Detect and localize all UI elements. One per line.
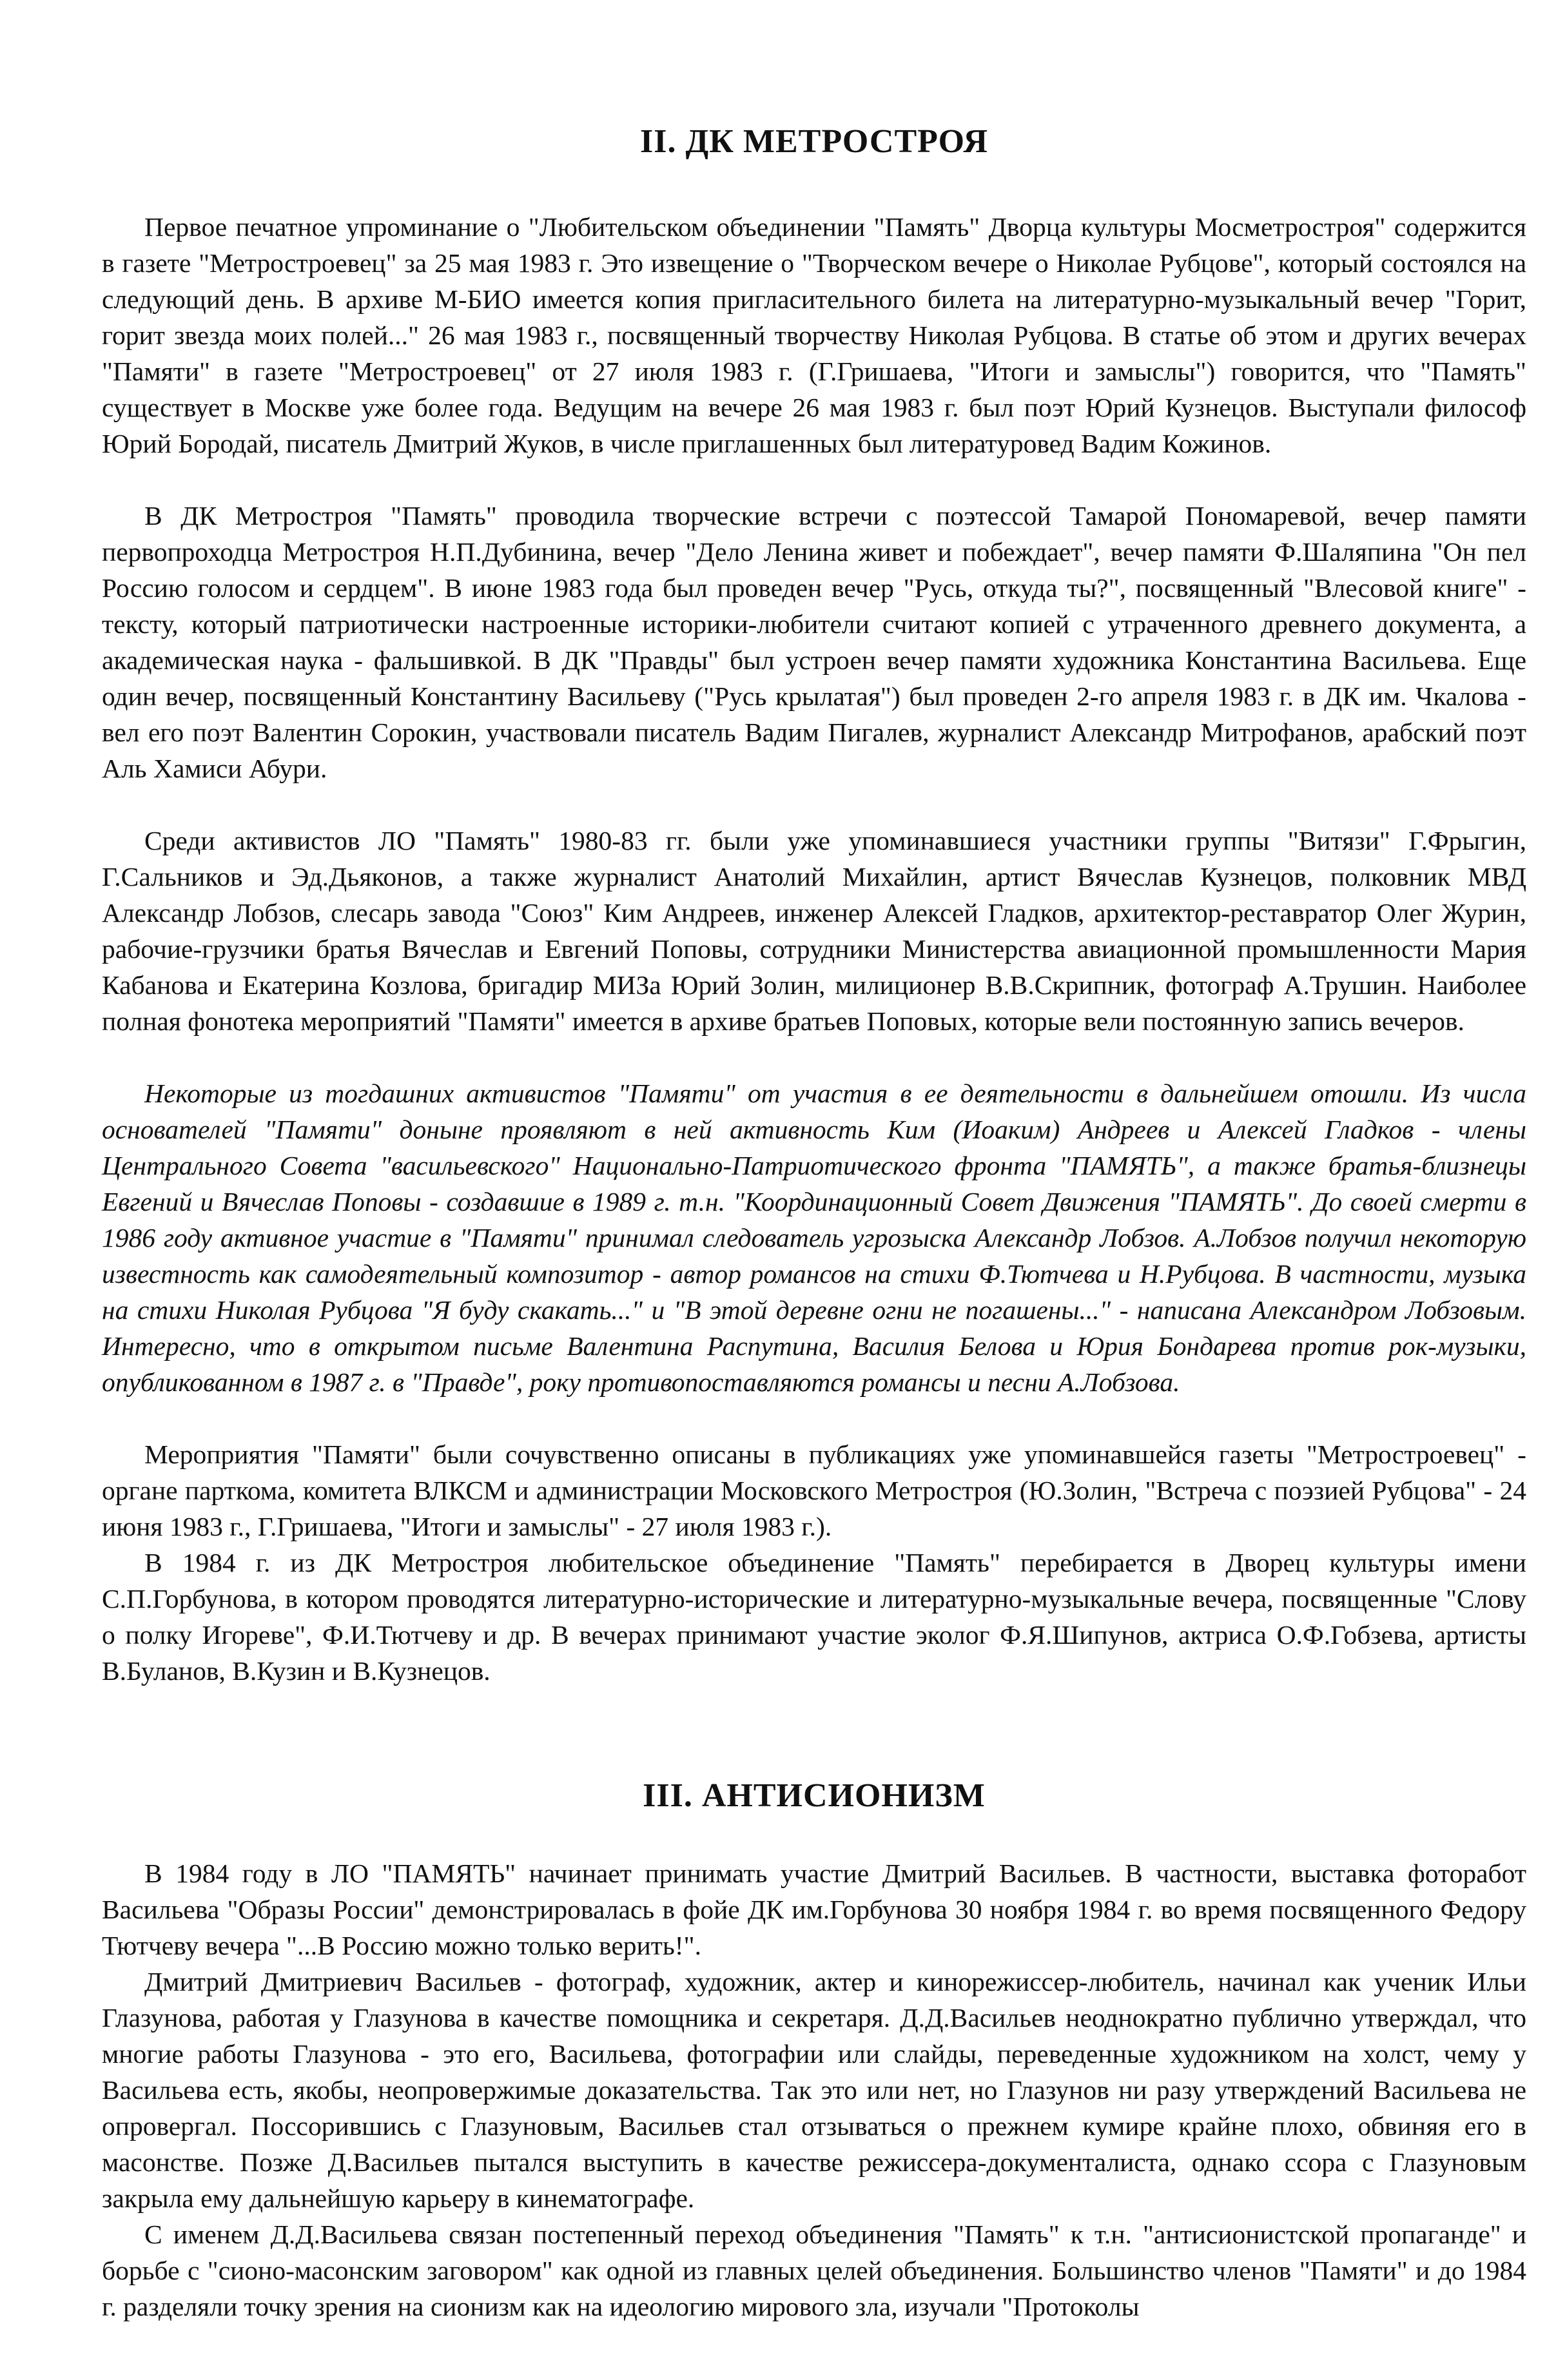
paragraph-antizionist-shift: С именем Д.Д.Васильева связан постепенный переход объединения "Память" к т.н. "антисионистской пропаганде" и борьбе с "сионо-масонским заговором" как одной из главных целей объединения. Большинство членов "Памяти" и до 1984 г. разделяли точку зрения на сионизм как на идеологию мирового зла, изучали "Протоколы [102, 2219, 1526, 2321]
document-page [102, 122, 1526, 2325]
section-heading-antizionism: III. АНТИСИОНИЗМ [643, 1777, 986, 1814]
paragraph-vasiliev-bio: Дмитрий Дмитриевич Васильев - фотограф, художник, актер и кинорежиссер-любитель, начинал как ученик Ильи Глазунова, работая у Глазунова в качестве помощника и секретаря. Д.Д.Васильев неоднократно публично утверждал, что многие работы Глазунова - это его, Васильева, фотографии или слайды, переведенные художником на холст, чему у Васильева есть, якобы, неопровержимые доказательства. Так это или нет, но Глазунов ни разу утверждений Васильева не опровергал. Поссорившись с Глазуновым, Васильев стал отзываться о прежнем кумире крайне плохо, обвиняя его в масонстве. Позже Д.Васильев пытался выступить в качестве режиссера-документалиста, однако ссора с Глазуновым закрыла ему дальнейшую карьеру в кинематографе. [102, 1966, 1526, 2213]
paragraph-activists: Среди активистов ЛО "Память" 1980-83 гг. были уже упоминавшиеся участники группы "Витязи" Г.Фрыгин, Г.Сальников и Эд.Дьяконов, а также журналист Анатолий Михайлин, артист Вячеслав Кузнецов, полковник МВД Александр Лобзов, слесарь завода "Союз" Ким Андреев, инженер Алексей Гладков, архитектор-реставратор Олег Журин, рабочие-грузчики братья Вячеслав и Евгений Поповы, сотрудники Министерства авиационной промышленности Мария Кабанова и Екатерина Козлова, бригадир МИЗа Юрий Золин, милиционер В.В.Скрипник, фотограф А.Трушин. Наиболее полная фонотека мероприятий "Памяти" имеется в архиве братьев Поповых, которые вели постоянную запись вечеров. [102, 825, 1526, 1036]
paragraph-former-activists: Некоторые из тогдашних активистов "Памяти" от участия в ее деятельности в дальнейшем отошли. Из числа основателей "Памяти" доныне проявляют в ней активность Ким (Иоаким) Андреев и Алексей Гладков - члены Центрального Совета "васильевского" Национально-Патриотического фронта "ПАМЯТЬ", а также братья-близнецы Евгений и Вячеслав Поповы - создавшие в 1989 г. т.н. "Координационный Совет Движения "ПАМЯТЬ". До своей смерти в 1986 году активное участие в "Памяти" принимал следователь угрозыска Александр Лобзов. А.Лобзов получил некоторую известность как самодеятельный композитор - автор романсов на стихи Ф.Тютчева и Н.Рубцова. В частности, музыка на стихи Николая Рубцова "Я буду скакать..." и "В этой деревне огни не погашены..." - написана Александром Лобзовым. Интересно, что в открытом письме Валентина Распутина, Василия Белова и Юрия Бондарева против рок-музыки, опубликованном в 1987 г. в "Правде", року противопоставляются романсы и песни А.Лобзова. [102, 1078, 1526, 1397]
paragraph-move-to-gorbunov: В 1984 г. из ДК Метростроя любительское объединение "Память" перебирается в Дворец культуры имени С.П.Горбунова, в котором проводятся литературно-исторические и литературно-музыкальные вечера, посвященные "Слову о полку Игореве", Ф.И.Тютчеву и др. В вечерах принимают участие эколог Ф.Я.Шипунов, актриса О.Ф.Гобзева, артисты В.Буланов, В.Кузин и В.Кузнецов. [102, 1547, 1526, 1686]
paragraph-first-mention: Первое печатное упроминание о "Любительском объединении "Память" Дворца культуры Мосметростроя" содержится в газете "Метростроевец" за 25 мая 1983 г. Это извещение о "Творческом вечере о Николае Рубцове", который состоялся на следующий день. В архиве М-БИО имеется копия пригласительного билета на литературно-музыкальный вечер "Горит, горит звезда моих полей..." 26 мая 1983 г., посвященный творчеству Николая Рубцова. В статье об этом и других вечерах "Памяти" в газете "Метростроевец" от 27 июля 1983 г. (Г.Гришаева, "Итоги и замыслы") говорится, что "Память" существует в Москве уже более года. Ведущим на вечере 26 мая 1983 г. был поэт Юрий Кузнецов. Выступали философ Юрий Бородай, писатель Дмитрий Жуков, в числе приглашенных был литературовед Вадим Кожинов. [102, 211, 1526, 458]
paragraph-publications: Мероприятия "Памяти" были сочувственно описаны в публикациях уже упоминавшейся газеты "Метростроевец" - органе парткома, комитета ВЛКСМ и администрации Московского Метростроя (Ю.Золин, "Встреча с поэзией Рубцова" - 24 июня 1983 г., Г.Гришаева, "Итоги и замыслы" - 27 июля 1983 г.). [102, 1439, 1526, 1541]
paragraph-creative-meetings: В ДК Метростроя "Память" проводила творческие встречи с поэтессой Тамарой Пономаревой, вечер памяти первопроходца Метростроя Н.П.Дубинина, вечер "Дело Ленина живет и побеждает", вечер памяти Ф.Шаляпина "Он пел Россию голосом и сердцем". В июне 1983 года был проведен вечер "Русь, откуда ты?", посвященный "Влесовой книге" - тексту, который патриотически настроенные историки-любители считают копией с утраченного древнего документа, а академическая наука - фальшивкой. В ДК "Правды" был устроен вечер памяти художника Константина Васильева. Еще один вечер, посвященный Константину Васильеву ("Русь крылатая") был проведен 2-го апреля 1983 г. в ДК им. Чкалова - вел его поэт Валентин Сорокин, участвовали писатель Вадим Пигалев, журналист Александр Митрофанов, арабский поэт Аль Хамиси Абури. [102, 500, 1526, 783]
paragraph-vasiliev-joins: В 1984 году в ЛО "ПАМЯТЬ" начинает принимать участие Дмитрий Васильев. В частности, выставка фоторабот Васильева "Образы России" демонстрировалась в фойе ДК им.Горбунова 30 ноября 1984 г. во время посвященного Федору Тютчеву вечера "...В Россию можно только верить!". [102, 1858, 1526, 1960]
section-heading-metrostroy: II. ДК МЕТРОСТРОЯ [639, 123, 989, 160]
